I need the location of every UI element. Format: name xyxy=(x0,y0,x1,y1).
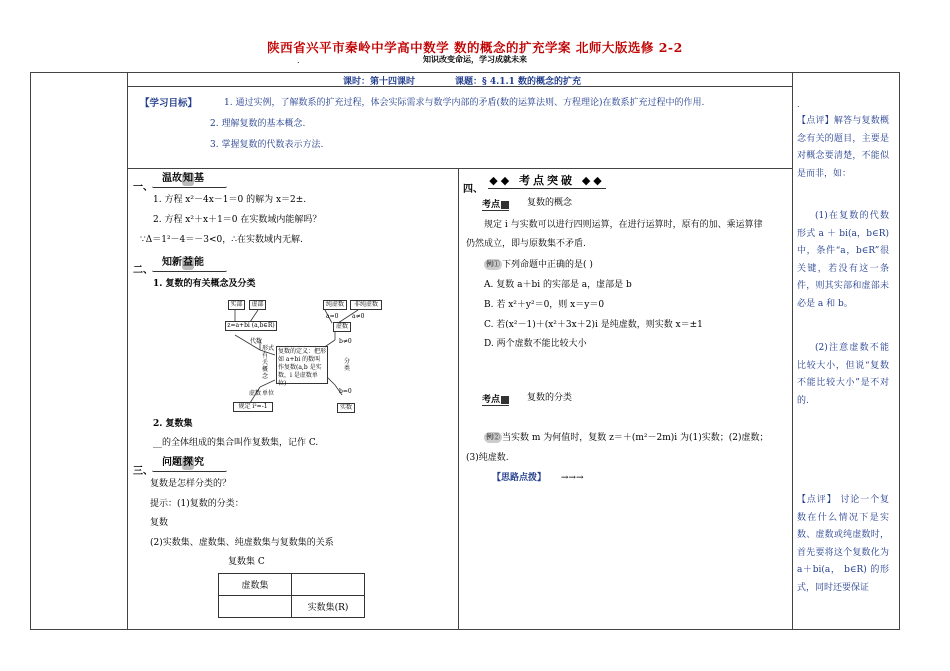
diagram-imaginary-box: 虚数 xyxy=(333,322,351,332)
diagram-label: 分类 xyxy=(344,358,351,372)
example-icon: 例① xyxy=(486,260,500,268)
diagram-pure-imaginary-box: 纯虚数 xyxy=(323,300,347,310)
diagram-nonpure-imaginary-box: 非纯虚数 xyxy=(350,300,382,310)
complex-set-heading: 2. 复数集 xyxy=(153,419,193,429)
number-two-icon xyxy=(501,396,509,404)
goal-item: 2. 理解复数的基本概念. xyxy=(210,119,306,129)
option-d: D. 两个虚数不能比较大小 xyxy=(484,339,587,349)
number-one-icon xyxy=(501,201,509,209)
diagram-label: 形式 xyxy=(262,345,275,352)
diagram-label: 单位 xyxy=(262,390,275,397)
hint-arrows: →→→ xyxy=(560,473,584,483)
explore-question: 复数是怎样分类的？ xyxy=(150,479,232,489)
kaodian1-text: 仍然成立，即与原数集不矛盾. xyxy=(466,239,586,249)
option-a: A. 复数 a＋bi 的实部是 a，虚部是 b xyxy=(484,280,632,290)
comment-1b: (2)注意虚数不能比较大小，但说“复数不能比较大小”是不对的. xyxy=(797,343,889,406)
explore-text: (2)实数集、虚数集、纯虚数集与复数集的关系 xyxy=(150,538,334,548)
banner-highlight: 益 xyxy=(183,257,193,268)
section-banner-explore xyxy=(152,456,227,472)
comment-dot: . xyxy=(797,100,800,109)
banner-text: 知新 xyxy=(162,257,182,268)
empty-cell xyxy=(219,596,292,618)
complex-set-text: __的全体组成的集合叫作复数集，记作 C. xyxy=(153,438,319,448)
lesson-topic: 课题：§ 4.1.1 数的概念的扩充 xyxy=(455,77,582,87)
set-relation-table xyxy=(218,573,365,618)
diagram-imag-part-box: 虚部 xyxy=(249,300,266,310)
diagram-label: 有关概念 xyxy=(262,352,269,380)
left-column-divider xyxy=(127,72,128,630)
banner-highlight: 知 xyxy=(183,173,193,184)
example2-question xyxy=(484,432,769,445)
review-line: 1. 方程 x²－4x－1＝0 的解为 x＝2±. xyxy=(153,195,307,205)
kaodian-text: 考点 xyxy=(482,200,501,210)
diamond-icon: ◆◆ xyxy=(489,174,513,187)
diagram-label: b≠0 xyxy=(339,338,352,345)
right-column-divider xyxy=(792,72,793,630)
goal-item: 3. 掌握复数的代数表示方法. xyxy=(210,140,324,150)
banner-text: 问题 xyxy=(162,457,182,468)
example-text: 下列命题中正确的是( ) xyxy=(502,260,593,270)
diagram-real-part-box: 实部 xyxy=(228,300,245,310)
diagram-definition-box: 复数的定义：把形如 a+bi 的数叫作复数(a,b 是实数，i 是虚数单位) xyxy=(278,348,327,387)
comment-2: 【点评】 讨论一个复数在什么情况下是实数、虚数或纯虚数时，首先要将这个复数化为 a＋bi(a， b∈R) 的形式，同时还要保证 xyxy=(797,495,889,593)
kaodian1-title: 复数的概念 xyxy=(527,198,573,208)
banner-text: 温故 xyxy=(162,173,182,184)
example-text: 当实数 m 为何值时，复数 z＝＋(m²－2m)i 为(1)实数；(2)虚数； xyxy=(502,433,769,443)
explore-text: 复数 xyxy=(150,518,169,528)
diagram-label: 虚数 xyxy=(249,390,262,397)
comment-1: 【点评】解答与复数概念有关的题目，主要是对概念要清楚，不能似是而非，如： xyxy=(797,116,889,179)
imaginary-set-cell: 虚数集 xyxy=(219,574,292,596)
section-banner-new xyxy=(152,256,227,272)
diagram-rule-box: 规定 i²=-1 xyxy=(233,402,273,412)
review-line: 2. 方程 x²＋x＋1＝0 在实数域内能解吗？ xyxy=(153,215,322,225)
goals-row-divider xyxy=(127,168,792,169)
empty-cell xyxy=(292,574,365,596)
real-set-cell: 实数集(R) xyxy=(292,596,365,618)
review-line: ∵Δ＝1²－4＝－3<0，∴在实数域内无解. xyxy=(140,235,303,245)
section-number: 三、 xyxy=(133,466,153,477)
diagram-algebraic-box: z=a+bi (a,b∈R) xyxy=(225,321,277,331)
lesson-period: 课时：第十四课时 xyxy=(343,77,416,87)
example-icon: 例② xyxy=(486,433,500,441)
option-b: B. 若 x²＋y²＝0，则 x＝y＝0 xyxy=(484,300,605,310)
kaodian-text: 考点 xyxy=(482,395,501,405)
section-number: 四、 xyxy=(463,184,483,195)
example2-text: (3)纯虚数. xyxy=(466,453,509,463)
set-c-label: 复数集 C xyxy=(228,557,265,567)
banner-text: 考点突破 xyxy=(519,174,575,187)
concept-heading: 1. 复数的有关概念及分类 xyxy=(153,279,256,289)
kaodian2-label xyxy=(482,392,509,406)
diagram-label: a=0 xyxy=(326,313,339,320)
diagram-label: 代数 xyxy=(250,338,263,345)
option-c: C. 若(x²－1)＋(x²＋3x＋2)i 是纯虚数，则实数 x＝±1 xyxy=(484,320,703,330)
kaodian2-title: 复数的分类 xyxy=(527,393,573,403)
diagram-label: a≠0 xyxy=(352,313,365,320)
kaodian1-label xyxy=(482,197,509,211)
banner-text: 能 xyxy=(194,257,204,268)
section-number: 二、 xyxy=(133,265,153,276)
document-title: 陕西省兴平市秦岭中学高中数学 数的概念的扩充学案 北师大版选修 2-2 xyxy=(267,40,683,55)
hint-row xyxy=(492,472,584,485)
goal-item: 1. 通过实例，了解数系的扩充过程，体会实际需求与数学内部的矛盾(数的运算法则、方程理论)在数系扩充过程中的作用. xyxy=(224,98,705,108)
banner-text: 基 xyxy=(194,173,204,184)
goals-label: 【学习目标】 xyxy=(140,98,198,109)
example1-question xyxy=(484,259,593,272)
section-number: 一、 xyxy=(133,182,153,193)
banner-highlight: 探 xyxy=(183,457,193,468)
header-dot: . xyxy=(297,56,300,65)
diamond-icon: ◆◆ xyxy=(581,174,605,187)
kaodian-banner xyxy=(488,172,606,189)
explore-hint: 提示：(1)复数的分类： xyxy=(150,499,244,509)
hint-label: 【思路点拨】 xyxy=(492,473,547,483)
diagram-real-box: 实数 xyxy=(337,403,355,413)
diagram-label: b=0 xyxy=(339,388,352,395)
kaodian1-text: 规定 i 与实数可以进行四则运算，在进行运算时，原有的加、乘运算律 xyxy=(484,220,763,230)
section-banner-review xyxy=(152,172,227,188)
banner-text: 究 xyxy=(194,457,204,468)
middle-column-divider xyxy=(458,168,459,630)
comment-1a: (1)在复数的代数形式 a ＋ bi(a，b∈R)中，条件“a，b∈R”很关键，若没有这一条件，则其实部和虚部未必是 a 和 b。 xyxy=(797,211,889,309)
document-subtitle: 知识改变命运，学习成就未来 xyxy=(423,54,527,64)
